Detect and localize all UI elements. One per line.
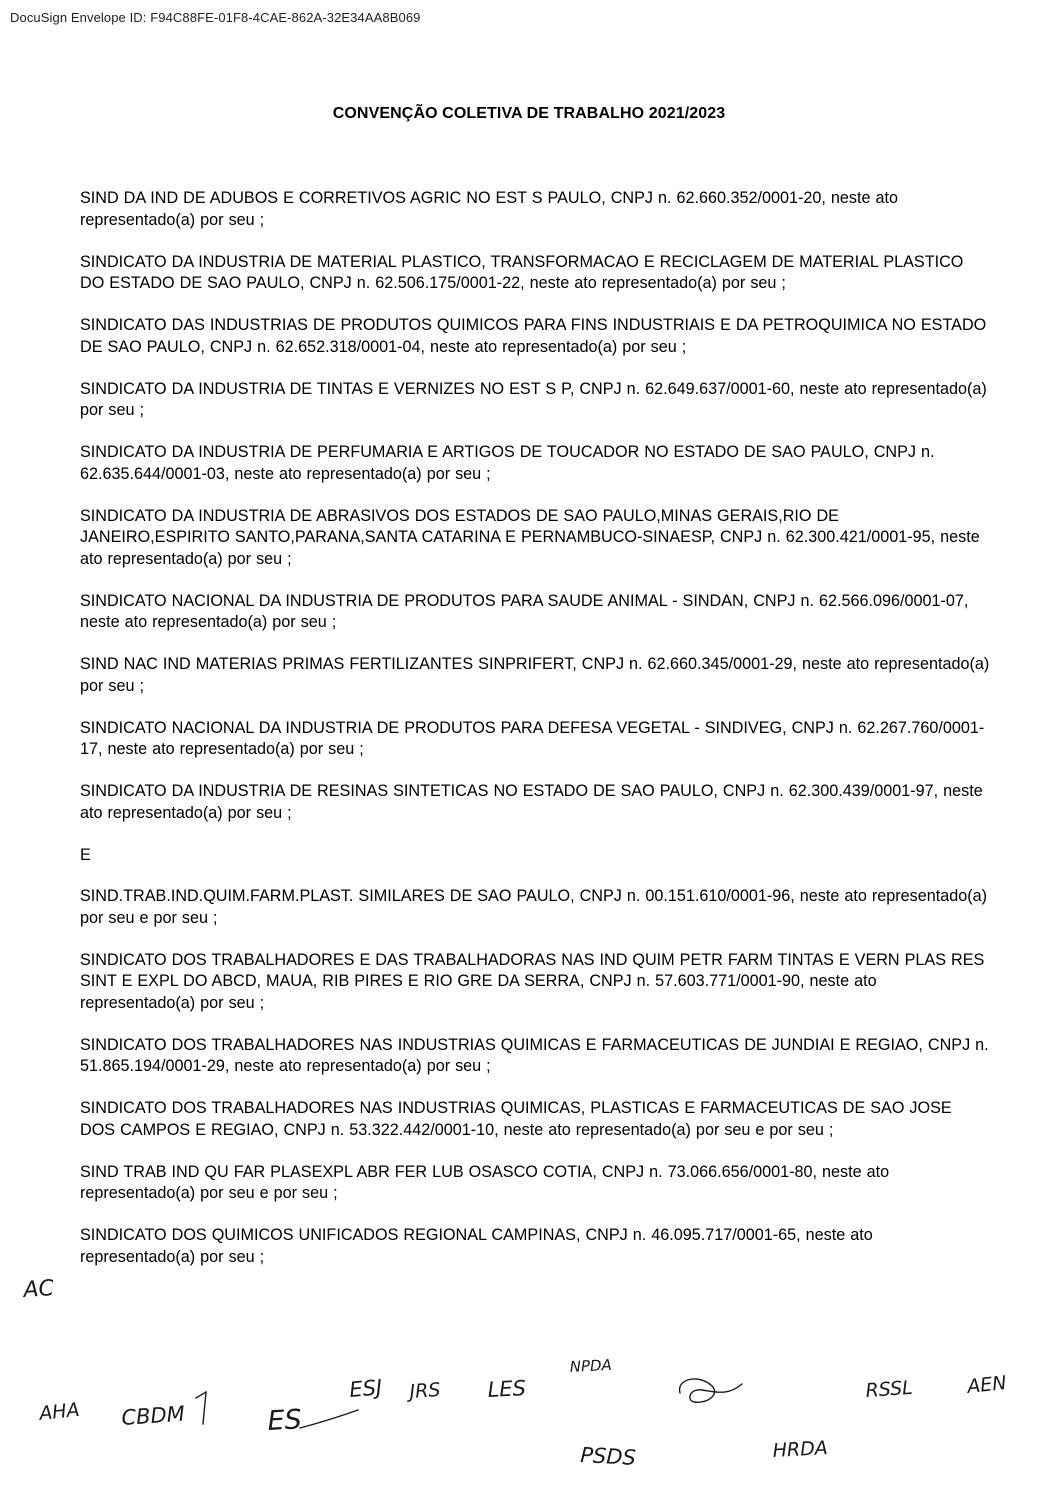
party-employer-7: SINDICATO NACIONAL DA INDUSTRIA DE PRODUTOS PARA SAUDE ANIMAL - SINDAN, CNPJ n. 62.566.096/0001-07, neste ato representado(a) por seu ; bbox=[80, 591, 969, 631]
party-employer-4: SINDICATO DA INDUSTRIA DE TINTAS E VERNIZES NO EST S P, CNPJ n. 62.649.637/0001-60, neste ato representado(a) por seu ; bbox=[80, 379, 987, 419]
parties-list bbox=[80, 188, 990, 1289]
initials-margin-ac: AC bbox=[22, 1275, 55, 1303]
party-employer-1: SIND DA IND DE ADUBOS E CORRETIVOS AGRIC NO EST S PAULO, CNPJ n. 62.660.352/0001-20, neste ato representado(a) por seu ; bbox=[80, 189, 898, 229]
party-employer-5: SINDICATO DA INDUSTRIA DE PERFUMARIA E ARTIGOS DE TOUCADOR NO ESTADO DE SAO PAULO, CNPJ n. 62.635.644/0001-03, neste ato representado(a) por seu ; bbox=[80, 443, 935, 483]
initials-scribble bbox=[680, 1379, 742, 1402]
party-union-5: SIND TRAB IND QU FAR PLASEXPL ABR FER LUB OSASCO COTIA, CNPJ n. 73.066.656/0001-80, neste ato representado(a) por seu e por seu ; bbox=[80, 1162, 890, 1202]
party-union-4: SINDICATO DOS TRABALHADORES NAS INDUSTRIAS QUIMICAS, PLASTICAS E FARMACEUTICAS DE SAO JOSE DOS CAMPOS E REGIAO, CNPJ n. 53.322.442/0001-10, neste ato representado(a) por seu e por seu ; bbox=[80, 1099, 952, 1139]
initials-cbdm-stroke bbox=[196, 1392, 206, 1424]
initials-aen: AEN bbox=[966, 1371, 1008, 1398]
party-employer-6: SINDICATO DA INDUSTRIA DE ABRASIVOS DOS ESTADOS DE SAO PAULO,MINAS GERAIS,RIO DE JANEIRO,ESPIRITO SANTO,PARANA,SANTA CATARINA E PERNAMBUCO-SINAESP, CNPJ n. 62.300.421/0001-95, neste ato representado(a) por seu ; bbox=[80, 506, 980, 568]
initials-jrs: JRS bbox=[408, 1378, 442, 1403]
initials-es: ES bbox=[266, 1404, 303, 1437]
party-union-6: SINDICATO DOS QUIMICOS UNIFICADOS REGIONAL CAMPINAS, CNPJ n. 46.095.717/0001-65, neste ato representado(a) por seu ; bbox=[80, 1226, 873, 1266]
initials-aha: AHA bbox=[38, 1398, 81, 1425]
initials-npda: NPDA bbox=[569, 1355, 613, 1376]
party-union-1: SIND.TRAB.IND.QUIM.FARM.PLAST. SIMILARES DE SAO PAULO, CNPJ n. 00.151.610/0001-96, neste ato representado(a) por seu e por seu ; bbox=[80, 887, 988, 927]
party-employer-3: SINDICATO DAS INDUSTRIAS DE PRODUTOS QUIMICOS PARA FINS INDUSTRIAIS E DA PETROQUIMICA NO ESTADO DE SAO PAULO, CNPJ n. 62.652.318/0001-04, neste ato representado(a) por seu ; bbox=[80, 316, 987, 356]
initials-les: LES bbox=[487, 1376, 527, 1402]
initials-hrda: HRDA bbox=[772, 1437, 829, 1462]
parties-separator: E bbox=[80, 845, 91, 864]
docusign-envelope-id: DocuSign Envelope ID: F94C88FE-01F8-4CAE-862A-32E34AA8B069 bbox=[10, 10, 421, 25]
party-union-2: SINDICATO DOS TRABALHADORES E DAS TRABALHADORAS NAS IND QUIM PETR FARM TINTAS E VERN PLAS RES SINT E EXPL DO ABCD, MAUA, RIB PIRES E RIO GRE DA SERRA, CNPJ n. 57.603.771/0001-90, neste ato representado(a) por seu ; bbox=[80, 950, 985, 1012]
party-employer-8: SIND NAC IND MATERIAS PRIMAS FERTILIZANTES SINPRIFERT, CNPJ n. 62.660.345/0001-29, neste ato representado(a) por seu ; bbox=[80, 655, 990, 695]
party-employer-10: SINDICATO DA INDUSTRIA DE RESINAS SINTETICAS NO ESTADO DE SAO PAULO, CNPJ n. 62.300.439/0001-97, neste ato representado(a) por seu ; bbox=[80, 782, 983, 822]
initials-psds: PSDS bbox=[579, 1443, 637, 1470]
party-employer-2: SINDICATO DA INDUSTRIA DE MATERIAL PLASTICO, TRANSFORMACAO E RECICLAGEM DE MATERIAL PLASTICO DO ESTADO DE SAO PAULO, CNPJ n. 62.506.175/0001-22, neste ato representado(a) por seu ; bbox=[80, 252, 964, 292]
initials-rssl: RSSL bbox=[864, 1376, 914, 1402]
document-title: CONVENÇÃO COLETIVA DE TRABALHO 2021/2023 bbox=[332, 105, 726, 122]
party-employer-9: SINDICATO NACIONAL DA INDUSTRIA DE PRODUTOS PARA DEFESA VEGETAL - SINDIVEG, CNPJ n. 62.267.760/0001-17, neste ato representado(a) por seu ; bbox=[80, 718, 985, 758]
initials-esj: ESJ bbox=[348, 1375, 384, 1402]
initials-cbdm: CBDM bbox=[120, 1401, 186, 1430]
party-union-3: SINDICATO DOS TRABALHADORES NAS INDUSTRIAS QUIMICAS E FARMACEUTICAS DE JUNDIAI E REGIAO, CNPJ n. 51.865.194/0001-29, neste ato representado(a) por seu ; bbox=[80, 1035, 989, 1075]
initials-es-underline bbox=[300, 1410, 358, 1428]
